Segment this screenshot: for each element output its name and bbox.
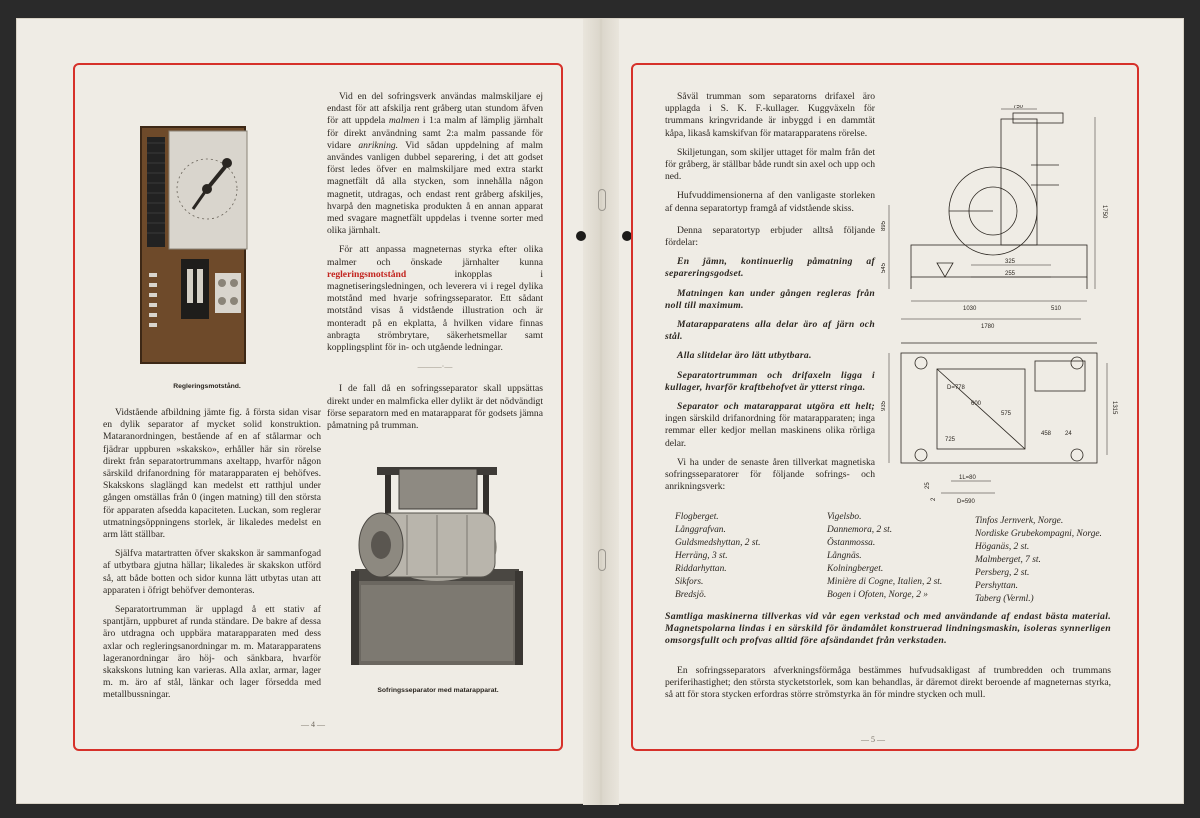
dimension-label: 25	[925, 482, 931, 489]
figure-caption-separator: Sofringsseparator med matarapparat.	[377, 687, 499, 694]
advantage-item: En jämn, kontinuerlig påmatning af separeringsgodset.	[665, 256, 875, 280]
paragraph: Denna separatortyp erbjuder alltså följande fördelar:	[665, 224, 875, 249]
list-item: Minière di Cogne, Italien, 2 st.	[827, 577, 943, 587]
works-list-col-1	[675, 511, 760, 602]
list-item: Tinfos Jernverk, Norge.	[975, 516, 1064, 526]
list-item: Vigelsbo.	[827, 512, 862, 522]
list-item: Östanmossa.	[827, 538, 876, 548]
list-item: Kolningberget.	[827, 564, 884, 574]
section-divider: ———·—	[417, 362, 453, 372]
paragraph: Vidstående afbildning jämte fig. å första sidan visar en dylik separator af mycket solid konstruktion. Mataranordningen, bestående af en af stålarmar och fjädrar uppburen »skaksko», erhåller här sin rörelse direkt från separatortrummans axeltapp, hvarför någon särskild drifanordning för matarapparaten ej behöfves. Skakskons slaglängd kan medelst ett ratthjul under gången omställas från 0 (ingen matning) till den största för apparaten afsedda kapaciteten. Luckan, som reglerar utmatningsöppningens storlek, är likaledes medelst en arm lätt ställbar.	[103, 407, 321, 541]
list-item: Bredsjö.	[675, 590, 707, 600]
list-item: Herräng, 3 st.	[675, 551, 728, 561]
dimension-label: 1750	[1101, 205, 1107, 219]
staple	[598, 549, 606, 571]
left-column-1	[103, 407, 321, 709]
right-column-1	[665, 91, 875, 500]
dimension-label: 895	[881, 220, 887, 231]
dimension-label: D=778	[947, 385, 965, 391]
paragraph: Skiljetungan, som skiljer uttaget för malm från det för gråberg, är ställbar både rundt sin axel och upp och ned.	[665, 146, 876, 183]
dimension-label: 600	[971, 401, 982, 407]
paragraph: Såväl trumman som separatorns drifaxel äro upplagda i S. K. F.-kullager. Kuggväxeln för trummans kringvridande är inbyggd i en dammtät kåpa, likaså kamskifvan för matarapparatens rörelse.	[665, 91, 875, 139]
left-page	[73, 63, 563, 751]
advantage-item: Alla slitdelar äro lätt utbytbara.	[677, 350, 812, 362]
highlight-red: regleringsmotstånd	[327, 268, 407, 280]
paragraph: En sofringsseparators afverkningsförmåga bestämmes hufvudsakligast af trumbredden och trummans periferihastighet; den största stycketstorlek, som kan behandlas, är däremot direkt beroende af magneternas styrka, så att för stora stycken erfordras större strömstyrka än för mindre stycken och mull.	[665, 665, 1111, 701]
list-item: Sikfors.	[675, 577, 704, 587]
figure-caption-resistor: Regleringsmotstånd.	[173, 383, 241, 390]
dimension-label: 458	[1041, 431, 1052, 437]
dimension-label: D=590	[957, 499, 975, 505]
dimension-label: 1L=80	[959, 475, 976, 481]
list-item: Höganäs, 2 st.	[975, 542, 1030, 552]
page-number: — 4 —	[301, 720, 325, 729]
dimension-label: 255	[1005, 271, 1016, 277]
gutter	[583, 19, 619, 805]
final-paragraph	[665, 665, 1111, 709]
list-item: Bogen i Ofoten, Norge, 2 »	[827, 590, 928, 600]
dimension-label: 510	[1051, 306, 1062, 312]
dimension-label: 725	[945, 437, 956, 443]
left-column-2	[327, 91, 543, 439]
paragraph: För att anpassa magneternas styrka efter olika malmer och önskade järnhalter kunna regleringsmotstånd inkopplas i magnetiseringsledningen, och leverera vi i regel dylika motstånd med hvarje sofringsseparator. Ett sådant motstånd visas å vidstående illustration och är monteradt på en ekplatta, å hvilken vidare finnas anbragta strömbrytare, säkerhetsmellar samt kopplingsplint för in- och utgående ledningar.	[327, 244, 543, 354]
list-item: Riddarhyttan.	[675, 564, 727, 574]
dimension-label: 545	[881, 262, 887, 273]
dimension-label: 750	[1013, 105, 1024, 110]
list-item: Taberg (Verml.)	[975, 594, 1034, 604]
list-item: Pershyttan.	[975, 581, 1018, 591]
list-item: Långgrafvan.	[675, 525, 726, 535]
staple	[598, 189, 606, 211]
dimension-label: 2	[931, 497, 937, 501]
paragraph: Vi ha under de senaste åren tillverkat magnetiska sofringsseparatorer för följande sofrings- och anrikningsverk:	[665, 456, 875, 493]
paragraph: Hufvuddimensionerna af den vanligaste storleken af denna separatortyp framgå af vidstående skiss.	[665, 190, 875, 214]
advantage-item: Separatortrumman och drifaxeln ligga i kullager, hvarför kraftbehofvet är ytterst ringa.	[665, 369, 875, 393]
dimension-label: 935	[881, 400, 887, 411]
book-spread	[16, 18, 1184, 804]
list-item: Dannemora, 2 st.	[827, 525, 893, 535]
dimension-label: 575	[1001, 411, 1012, 417]
bold-statement: Samtliga maskinerna tillverkas vid vår egen verkstad och med användande af endast bästa material. Magnetspolarna lindas i en särskild för ändamålet konstruerad lindningsmaskin, isoleras synnerligen omsorgsfullt och profvas alltid före afsändandet från verkstaden.	[665, 611, 1111, 647]
list-item: Flogberget.	[675, 512, 719, 522]
paragraph: Vid en del sofringsverk användas malmskiljare ej endast för att afskilja rent gråberg utan stundom äfven för att uppdela malmen i 1:a malm af lämplig järnhalt för direkt användning samt 2:a malm passande för vidare anrikning. Vid sådan uppdelning af malm användes vanligen dubbel separering, i det att godset först ledes öfver en malmskiljare med extra starkt magnetfält då alla stycken, som innehålla någon magnetit, utdragas, och endast rent gråberg afskiljes, hvarpå den magnetiska produkten å en annan apparat med svagare magnetfält uppdelas i tvenne sorter med olika järnhalt.	[327, 91, 543, 237]
dimension-label: 24	[1065, 431, 1072, 437]
regulating-resistor-photo	[125, 123, 261, 365]
advantage-item: Separator och matarapparat utgöra ett helt; ingen särskild drifanordning för matarapparaten; inga remmar eller kedjor mellan maskinens olika rörliga delar.	[665, 401, 875, 449]
right-page	[631, 63, 1139, 751]
works-list-col-3	[975, 515, 1102, 606]
dimension-label: 1315	[1111, 401, 1117, 415]
dimension-label: 1030	[963, 306, 977, 312]
advantage-item: Matningen kan under gången regleras från noll till maximum.	[665, 287, 875, 311]
paragraph: Själfva matartratten öfver skakskon är sammanfogad af utbytbara gjutna hällar; likaledes är skakskon utförd så, att både botten och sidor kunna lätt utbytas utan att apparaten i öfrigt behöfver demonteras.	[103, 548, 321, 596]
page-number: — 5 —	[861, 735, 885, 744]
list-item: Guldsmedshyttan, 2 st.	[675, 538, 761, 548]
dimension-label: 1780	[981, 324, 995, 330]
paragraph: I de fall då en sofringsseparator skall uppsättas direkt under en malmficka eller dylikt är det nödvändigt förse separatorn med en matarapparat för godsets jämna påmatning på trumman.	[327, 383, 543, 432]
list-item: Malmberget, 7 st.	[975, 555, 1041, 565]
list-item: Långnäs.	[827, 551, 862, 561]
list-item: Nordiske Grubekompagni, Norge.	[975, 529, 1102, 539]
separator-machine-photo	[347, 449, 527, 671]
advantage-item: Matarapparatens alla delar äro af järn och stål.	[665, 319, 875, 343]
binding-hole	[576, 231, 586, 241]
dimension-label: 325	[1005, 259, 1016, 265]
works-list-col-2	[827, 511, 942, 602]
list-item: Persberg, 2 st.	[975, 568, 1030, 578]
paragraph: Separatortrumman är upplagd å ett stativ af spantjärn, uppburet af runda ständare. De bakre af dessa äro utdragna och uppbära matarapparaten med dess axlar och regleringsanordningar m. m. Matarapparatens lageranordningar äro höj- och sänkbara, hvarför skakskons lutning kan varieras. Alla axlar, armar, lager m. m. äro af stål, länkar och lager försedda med metallbussningar.	[103, 604, 321, 701]
technical-drawing	[881, 105, 1121, 507]
